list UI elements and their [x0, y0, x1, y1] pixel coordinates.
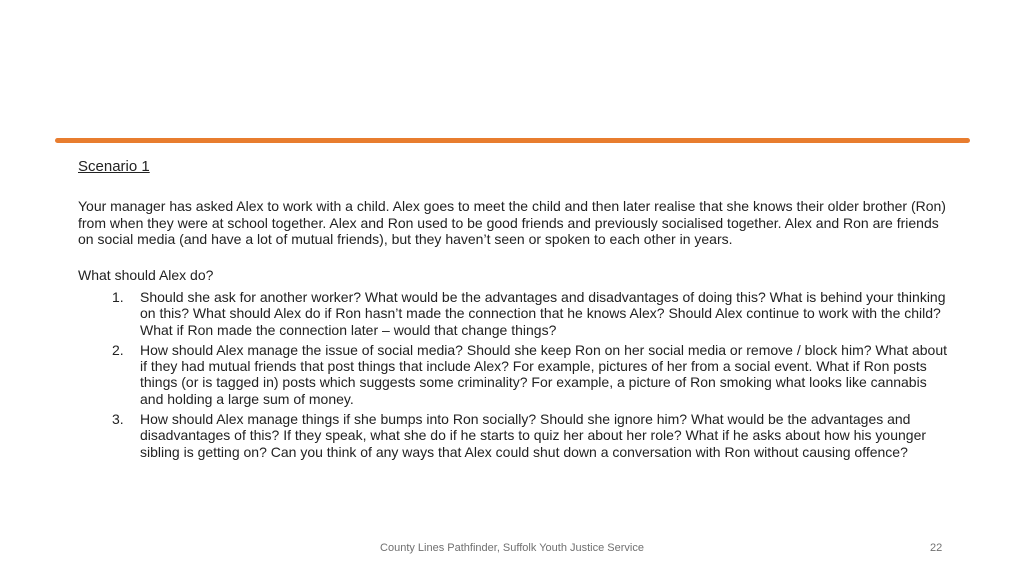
page-number: 22 [930, 542, 943, 554]
list-item-text: How should Alex manage things if she bumps into Ron socially? Should she ignore him? What would be the advantages and disadvantages of this? If they speak, what she do if he starts to quiz her about her role? What if he asks about how his younger sibling is getting on? Can you think of any ways that Alex could shut down a conversation with Ron without causing offence? [140, 411, 927, 460]
list-item-number: 2. [112, 341, 124, 358]
scenario-intro: Your manager has asked Alex to work with a child. Alex goes to meet the child and then later realise that she knows their older brother (Ron) from when they were at school together. Alex and Ron used to be good friends and previously socialised together. Alex and Ron are friends on social media (and have a lot of mutual friends), but they haven’t seen or spoken to each other in years. [78, 198, 946, 247]
accent-divider [55, 138, 970, 143]
question-list [112, 289, 952, 464]
slide-title: Scenario 1 [78, 158, 150, 175]
list-item [112, 411, 952, 460]
footer-text: County Lines Pathfinder, Suffolk Youth Justice Service [380, 542, 644, 554]
list-item-text: How should Alex manage the issue of social media? Should she keep Ron on her social media or remove / block him? What about if they had mutual friends that post things that include Alex? For example, pictures of her from a social event. What if Ron posts things (or is tagged in) posts which suggests some criminality? For example, a picture of Ron smoking what looks like cannabis and holding a large sum of money. [140, 341, 948, 407]
list-item [112, 342, 952, 407]
list-item-text: Should she ask for another worker? What would be the advantages and disadvantages of doing this? What is behind your thinking on this? What should Alex do if Ron hasn’t made the connection that he knows Alex? Should Alex continue to work with the child? What if Ron made the connection later – would that change things? [140, 289, 946, 338]
list-item-number: 1. [112, 289, 124, 305]
list-item-number: 3. [112, 411, 124, 428]
list-item [112, 289, 952, 338]
question-heading: What should Alex do? [78, 267, 214, 283]
